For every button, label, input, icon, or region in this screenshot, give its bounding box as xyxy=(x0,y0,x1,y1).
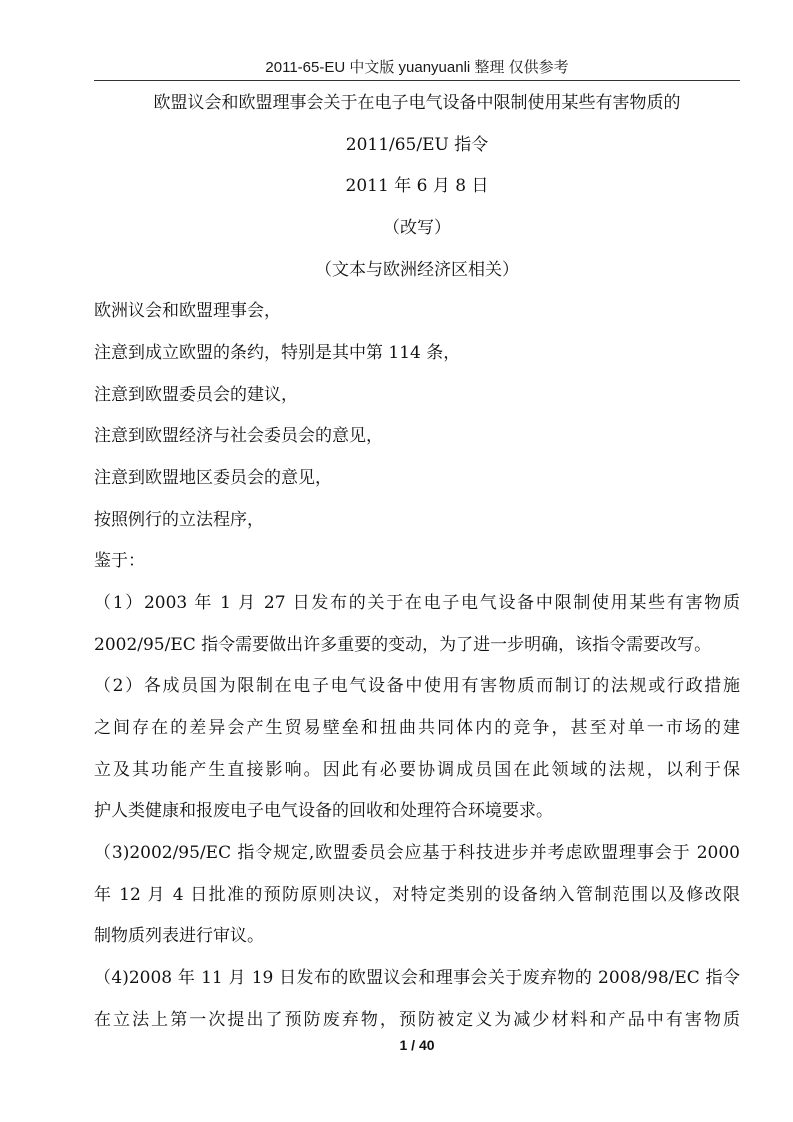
recital-line: 2002/95/EC 指令需要做出许多重要的变动，为了进一步明确，该指令需要改写。 xyxy=(94,635,712,655)
recital-line: （4)2008 年 11 月 19 日发布的欧盟议会和理事会关于废弃物的 2008/98/EC 指令 xyxy=(94,968,740,988)
header-rule xyxy=(94,80,740,81)
recital-line: （1）2003 年 1 月 27 日发布的关于在电子电气设备中限制使用某些有害物质 xyxy=(94,593,740,613)
recital-line: 护人类健康和报废电子电气设备的回收和处理符合环境要求。 xyxy=(94,801,553,821)
document-date: 2011 年 6 月 8 日 xyxy=(345,176,489,196)
recital-line: 在立法上第一次提出了预防废弃物，预防被定义为减少材料和产品中有害物质 xyxy=(94,1010,740,1030)
page-number: 1 / 40 xyxy=(399,1037,435,1053)
preamble-line: 按照例行的立法程序， xyxy=(94,510,264,530)
page-header: 2011-65-EU 中文版 yuanyuanli 整理 仅供参考 xyxy=(265,59,569,76)
recital-line: 立及其功能产生直接影响。因此有必要协调成员国在此领域的法规，以利于保 xyxy=(94,760,740,780)
document-title-line-2: 2011/65/EU 指令 xyxy=(345,135,489,155)
recital-line: 年 12 月 4 日批准的预防原则决议，对特定类别的设备纳入管制范围以及修改限 xyxy=(94,885,740,905)
recast-note: （改写） xyxy=(383,218,451,238)
recital-line: 制物质列表进行审议。 xyxy=(94,926,264,946)
recital-line: 之间存在的差异会产生贸易壁垒和扭曲共同体内的竞争，甚至对单一市场的建 xyxy=(94,718,740,738)
preamble-line: 注意到欧盟地区委员会的意见， xyxy=(94,468,332,488)
preamble-line: 欧洲议会和欧盟理事会， xyxy=(94,301,281,321)
preamble-line: 注意到欧盟委员会的建议， xyxy=(94,385,298,405)
whereas-heading: 鉴于： xyxy=(94,551,145,571)
preamble-line: 注意到成立欧盟的条约，特别是其中第 114 条， xyxy=(94,343,461,363)
recital-line: （3)2002/95/EC 指令规定,欧盟委员会应基于科技进步并考虑欧盟理事会于 2000 xyxy=(94,843,740,863)
document-title-line-1: 欧盟议会和欧盟理事会关于在电子电气设备中限制使用某些有害物质的 xyxy=(153,93,681,113)
preamble-line: 注意到欧盟经济与社会委员会的意见， xyxy=(94,426,383,446)
eea-relevance-note: （文本与欧洲经济区相关） xyxy=(315,260,519,280)
recital-line: （2）各成员国为限制在电子电气设备中使用有害物质而制订的法规或行政措施 xyxy=(94,676,740,696)
